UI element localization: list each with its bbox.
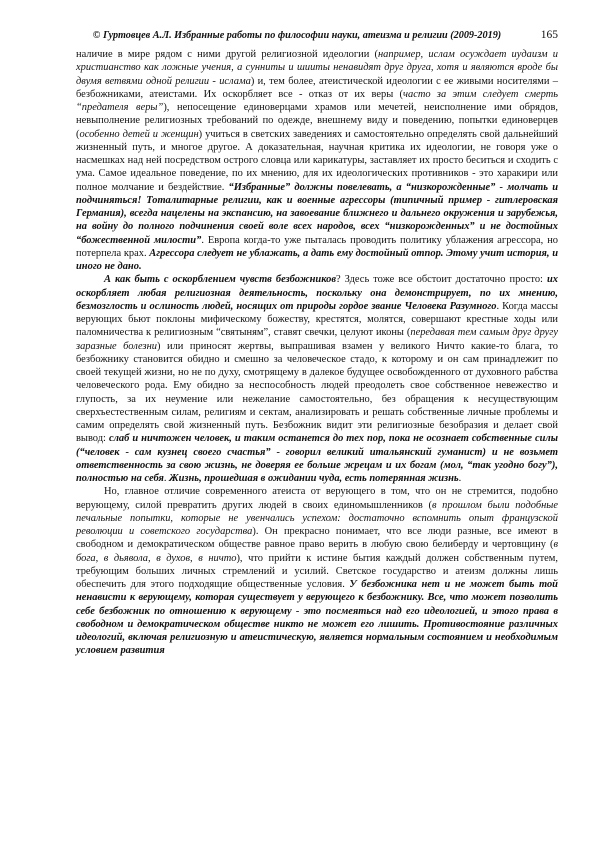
running-header [76,30,558,46]
text-run: . Европа когда-то уже пыталась проводить политику ублажения агрессора, но потерпела крах. [76,234,558,259]
text-run: ) и, тем более, атеистической идеологии с ее живыми носителями – безбожниками, атеистами. Их оскорбляет все - отказ от их веры ( [76,75,558,100]
italic-text: в бога, в дьявола, в духов, в ничто [76,539,558,564]
text-run: ? Здесь тоже все обстоит достаточно просто: [335,274,547,286]
italic-text: в прошлом были подобные печальные попытки, которые не увенчались успехом: достаточно вспомнить опыт французской революции и советского государства [76,499,558,537]
text-run: ), непосещение единоверцами храмов или мечетей, неисполнение ими обрядов, невыполнение религиозных требований по одежде, внешнему виду и поведению, попытки единоверцев ( [76,102,558,140]
text-run: ) или приносят жертвы, выпрашивая взамен у великого Ничто какие-то блага, то безбожнику становится обидно и смешно за человеческое стадо, к которому и он сам принадлежит по своей текущей жизни, но не по духу, смотрящему в далекое будущее освобожденного от духовного рабства человеческого рода. Ему обидно за неспособность людей преодолеть свое собственное невежество и глупость, за их неумение или нежелание самостоятельно, без обращения к несуществующим сверхъестественным силам, религиям и сектам, анализировать и решать собственные личные проблемы и самим определять свой жизненный путь. Безбожник видит эти религиозные безобразия и делает свой вывод: [76,340,558,445]
paragraph-1 [76,48,558,273]
page-number: 165 [540,29,558,41]
text-run: . [163,473,170,484]
italic-text: часто за этим следует смерть “предателя веры” [76,88,558,113]
text-run: наличие в мире рядом с ними другой религиозной идеологии ( [76,49,378,60]
italic-text: передавая тем самым друг другу заразные болезни [76,327,558,352]
text-run: ) учиться в светских заведениях и самостоятельно определять свой дальнейший жизненный путь, и многое другое. А доказательная, научная критика их идеологии, не говоря уже о насмешках над ней посредством острого словца или карикатуры, заставляет их просто беситься и сходить с ума. Самое идеальное поведение, по их мнению, для их идеологических противников - это харакири или полное молчание и бездействие. [76,128,558,193]
text-run: ). Он прекрасно понимает, что все люди разные, все имеют в свободном и демократическом обществе равное право верить в любую свою белиберду и чертовщину ( [76,526,558,551]
body-text [76,48,558,658]
bold-italic-text: Жизнь, прошедшая в ожидании чуда, есть потерянная жизнь [169,473,459,484]
bold-italic-text: У безбожника нет и не может быть той ненависти к верующему, которая существует у верующего к безбожнику. Все, что может позволить себе безбожник по отношению к верующему - это посмеяться над его идеологией, и этого права в свободном и демократическом обществе никто не может его лишить. Противостояние различных идеологий, включая религиозную и атеистическую, является нормальным состоянием и необходимым условием развития [76,579,558,657]
bold-italic-text: “Избранные” должны повелевать, а “низкорожденные” - молчать и подчиняться! Тоталитарные религии, как и военные агрессоры (типичный пример - гитлеровская Германия), всегда нацелены на экспансию, на завоевание ближнего и дальнего окружения и зарубежья, на войну до полного подчинения своей воле всех народов, всех “низкорожденных” и не достойных “божественной милости” [76,181,558,246]
bold-italic-text: их оскорбляет любая религиозная деятельность, поскольку она демонстрирует, по их мнению, безмозглость и ослиность людей, носящих от природы гордое звание Человека Разумного [76,274,558,312]
italic-text: например, ислам осуждает иудаизм и христианство как ложные учения, а сунниты и шииты ненавидят друг друга, хотя и являются вроде бы двумя ветвями одной религии - ислама [76,49,558,87]
text-run: . [458,473,462,484]
text-run: ), что прийти к истине бытия каждый должен собственным путем, требующим больших личных стремлений и усилий. Светское государство и атеизм должны лишь обеспечить для этого подходящие общественные условия. [76,552,558,590]
paragraph-3 [76,485,558,657]
paragraph-2 [76,273,558,485]
italic-text: особенно детей и женщин [79,128,199,140]
bold-italic-text: Агрессора следует не ублажать, а дать ему достойный отпор. Этому учит история, и иного не дано. [76,247,559,272]
document-page [76,30,558,658]
text-run: Но, главное отличие современного атеиста от верующего в том, что он не стремится, подобно верующему, силой превратить других людей в своих единомышленников ( [76,486,558,511]
bold-italic-text: А как быть с оскорблением чувств безбожников [104,274,336,286]
text-run: . Когда массы верующих бьют поклоны мифическому божеству, крестятся, молятся, совершают крестные ходы или паломничества к религиозным “святыням”, ставят свечки, целуют иконы ( [76,300,558,339]
bold-italic-text: слаб и ничтожен человек, и таким останется до тех пор, пока не осознает собственные силы (“человек - сам кузнец своего счастья” - говорил великий итальянский гуманист) и не возьмет ответственность за свою жизнь, не доверяя ее больше жрецам и их богам (мол, “так угодно богу”), полностью на себя [76,433,558,484]
running-title: © Гуртовцев А.Л. Избранные работы по философии науки, атеизма и религии (2009-2019) [92,30,502,41]
